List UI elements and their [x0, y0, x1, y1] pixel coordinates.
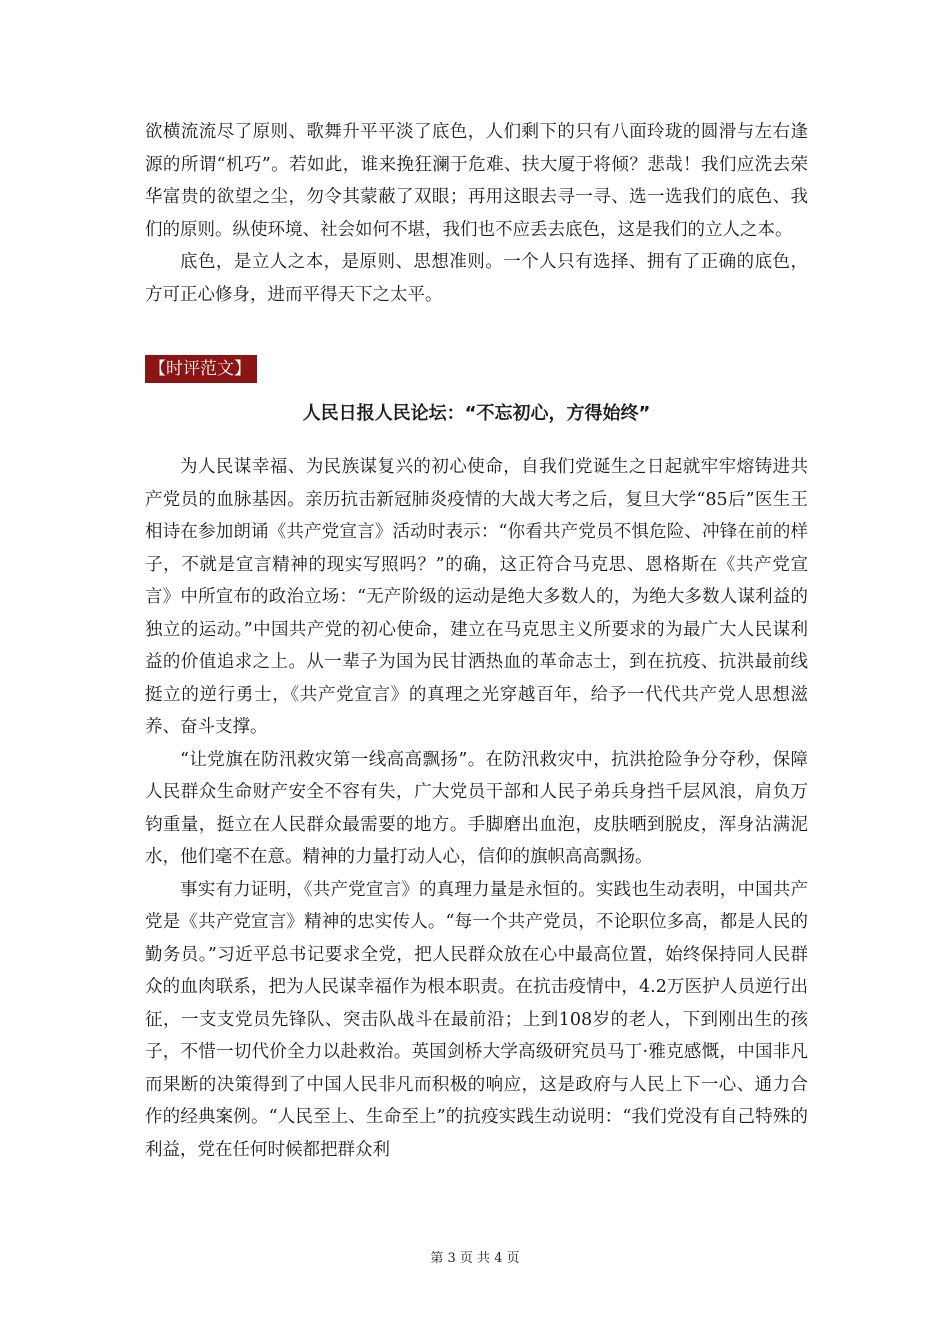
- page-footer: 第 3 页 共 4 页: [430, 1251, 520, 1266]
- section-tag: 【时评范文】: [145, 355, 257, 383]
- article-paragraph-2: “让党旗在防汛救灾第一线高高飘扬”。在防汛救灾中，抗洪抢险争分夺秒，保障人民群众生命财产安全不容有失，广大党员干部和人民子弟兵身挡千层风浪，肩负万钧重量，挺立在人民群众最需要的地方。手脚磨出血泡，皮肤晒到脱皮，浑身沾满泥水，他们毫不在意。精神的力量打动人心，信仰的旗帜高高飘扬。: [145, 749, 808, 867]
- article-paragraph-3: 事实有力证明，《共产党宣言》的真理力量是永恒的。实践也生动表明，中国共产党是《共产党宣言》精神的忠实传人。“每一个共产党员，不论职位多高，都是人民的勤务员。”习近平总书记要求全党，把人民群众放在心中最高位置，始终保持同人民群众的血肉联系，把为人民谋幸福作为根本职责。在抗击疫情中，4.2万医护人员逆行出征，一支支党员先锋队、突击队战斗在最前沿；上到108岁的老人，下到刚出生的孩子，不惜一切代价全力以赴救治。英国剑桥大学高级研究员马丁·雅克感慨，中国非凡而果断的决策得到了中国人民非凡而积极的响应，这是政府与人民上下一心、通力合作的经典案例。“人民至上、生命至上”的抗疫实践生动说明：“我们党没有自己特殊的利益，党在任何时候都把群众利: [145, 879, 808, 1160]
- article-title: 人民日报人民论坛：“不忘初心，方得始终”: [302, 403, 651, 424]
- article-paragraph-1: 为人民谋幸福、为民族谋复兴的初心使命，自我们党诞生之日起就牢牢熔铸进共产党员的血脉基因。亲历抗击新冠肺炎疫情的大战大考之后，复旦大学“85后”医生王相诗在参加朗诵《共产党宣言》活动时表示：“你看共产党员不惧危险、冲锋在前的样子，不就是宣言精神的现实写照吗？”的确，这正符合马克思、恩格斯在《共产党宣言》中所宣布的政治立场：“无产阶级的运动是绝大多数人的，为绝大多数人谋利益的独立的运动。”中国共产党的初心使命，建立在马克思主义所要求的为最广大人民谋利益的价值追求之上。从一辈子为国为民甘洒热血的革命志士，到在抗疫、抗洪最前线挺立的逆行勇士，《共产党宣言》的真理之光穿越百年，给予一代代共产党人思想滋养、奋斗支撑。: [145, 457, 808, 737]
- paragraph-conclusion: 底色，是立人之本，是原则、思想准则。一个人只有选择、拥有了正确的底色，方可正心修身，进而平得天下之太平。: [145, 252, 808, 305]
- page-content: [145, 116, 808, 1166]
- paragraph-continued: 欲横流流尽了原则、歌舞升平平淡了底色，人们剩下的只有八面玲珑的圆滑与左右逢源的所谓“机巧”。若如此，谁来挽狂澜于危难、扶大厦于将倾？悲哉！我们应洗去荣华富贵的欲望之尘，勿令其蒙蔽了双眼；再用这眼去寻一寻、选一选我们的底色、我们的原则。纵使环境、社会如何不堪，我们也不应丢去底色，这是我们的立人之本。: [145, 122, 808, 240]
